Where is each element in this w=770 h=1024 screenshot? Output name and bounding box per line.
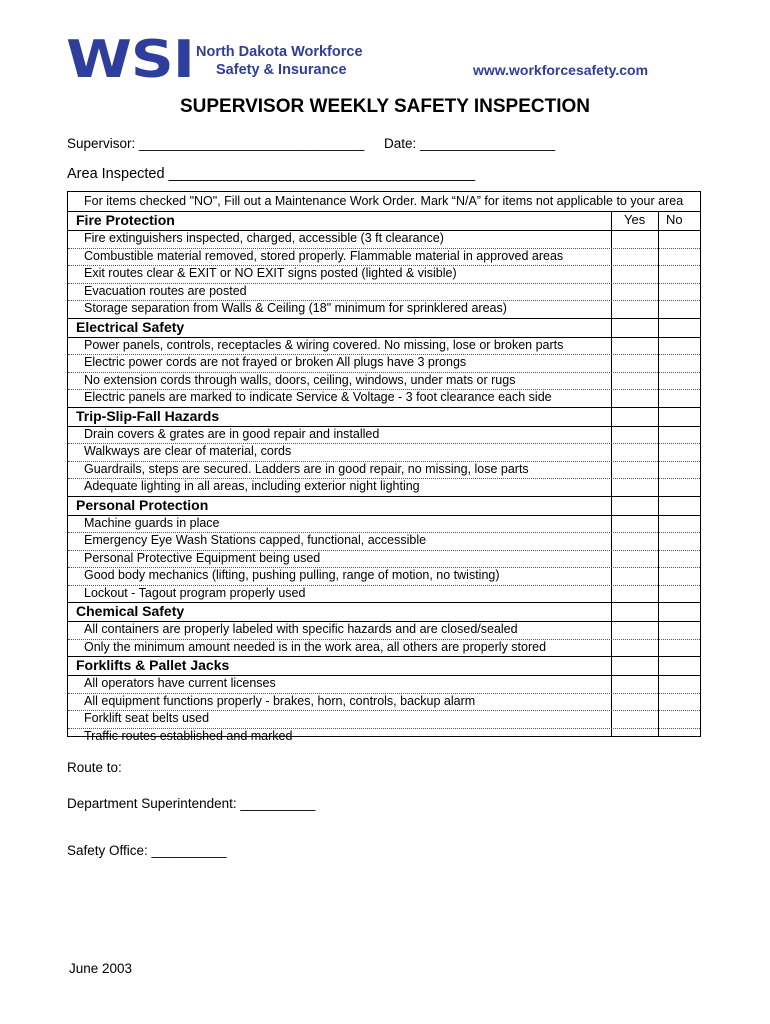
yes-checkbox-cell[interactable]: [612, 354, 658, 372]
no-checkbox-cell[interactable]: [659, 693, 701, 711]
checklist-item: Only the minimum amount needed is in the work area, all others are properly stored: [84, 639, 547, 654]
checklist-item: Guardrails, steps are secured. Ladders are in good repair, no missing, lose parts: [84, 461, 529, 476]
yes-checkbox-cell[interactable]: [612, 550, 658, 568]
yes-checkbox-cell[interactable]: [612, 621, 658, 639]
no-checkbox-cell[interactable]: [659, 515, 701, 533]
yes-checkbox-cell[interactable]: [612, 585, 658, 603]
section-title: Trip-Slip-Fall Hazards: [76, 407, 220, 424]
no-checkbox-cell[interactable]: [659, 532, 701, 550]
yes-checkbox-cell[interactable]: [612, 337, 658, 355]
checklist-item: Adequate lighting in all areas, including exterior night lighting: [84, 479, 420, 493]
checklist-item: All operators have current licenses: [84, 676, 276, 690]
yes-checkbox-cell[interactable]: [612, 567, 658, 585]
yes-checkbox-cell[interactable]: [612, 389, 658, 407]
no-checkbox-cell[interactable]: [659, 461, 701, 479]
checklist-item: No extension cords through walls, doors, ceiling, windows, under mats or rugs: [84, 372, 516, 387]
date-field[interactable]: Date: __________________: [384, 136, 556, 151]
yes-checkbox-cell[interactable]: [612, 693, 658, 711]
yes-checkbox-cell[interactable]: [612, 230, 658, 248]
no-checkbox-cell[interactable]: [659, 300, 701, 318]
yes-checkbox-cell[interactable]: [612, 265, 658, 283]
no-checkbox-cell[interactable]: [659, 372, 701, 390]
no-checkbox-cell[interactable]: [659, 354, 701, 372]
checklist-item: Machine guards in place: [84, 515, 220, 530]
yes-checkbox-cell[interactable]: [612, 372, 658, 390]
yes-checkbox-cell[interactable]: [612, 443, 658, 461]
yes-checkbox-cell[interactable]: [612, 675, 658, 693]
area-inspected-field[interactable]: Area Inspected ______________________________________: [67, 166, 476, 182]
yes-checkbox-cell[interactable]: [612, 461, 658, 479]
no-checkbox-cell[interactable]: [659, 265, 701, 283]
no-checkbox-cell[interactable]: [659, 248, 701, 266]
safety-office-field[interactable]: Safety Office: __________: [67, 843, 227, 858]
no-checkbox-cell[interactable]: [659, 337, 701, 355]
yes-checkbox-cell[interactable]: [612, 639, 658, 657]
yes-checkbox-cell[interactable]: [612, 710, 658, 728]
no-checkbox-cell[interactable]: [659, 478, 701, 496]
wsi-logo: WSI: [66, 30, 194, 90]
checklist-item: Electric panels are marked to indicate Service & Voltage - 3 foot clearance each side: [84, 390, 552, 404]
checklist-item: Personal Protective Equipment being used: [84, 550, 321, 565]
org-name-line1: North Dakota Workforce: [196, 44, 363, 60]
section-title: Chemical Safety: [76, 603, 185, 619]
checklist-item: Evacuation routes are posted: [84, 283, 247, 298]
route-to-label: Route to:: [67, 760, 122, 775]
section-title: Electrical Safety: [76, 318, 185, 335]
yes-checkbox-cell[interactable]: [612, 283, 658, 301]
department-superintendent-field[interactable]: Department Superintendent: __________: [67, 796, 316, 811]
table-instruction: For items checked "NO", Fill out a Maintenance Work Order. Mark “N/A” for items not applicable to your area: [84, 194, 684, 208]
checklist-item: Emergency Eye Wash Stations capped, functional, accessible: [84, 533, 427, 547]
checklist-item: Walkways are clear of material, cords: [84, 444, 292, 458]
org-name-line2: Safety & Insurance: [216, 62, 347, 78]
checklist-item: Combustible material removed, stored properly. Flammable material in approved areas: [84, 248, 564, 263]
inspection-table: [67, 191, 701, 743]
yes-checkbox-cell[interactable]: [612, 532, 658, 550]
no-checkbox-cell[interactable]: [659, 426, 701, 444]
no-column-header: No: [666, 212, 683, 227]
yes-column-header: Yes: [624, 212, 646, 227]
yes-checkbox-cell[interactable]: [612, 426, 658, 444]
checklist-item: Lockout - Tagout program properly used: [84, 585, 306, 600]
checklist-item: Good body mechanics (lifting, pushing pulling, range of motion, no twisting): [84, 568, 500, 582]
no-checkbox-cell[interactable]: [659, 283, 701, 301]
no-checkbox-cell[interactable]: [659, 621, 701, 639]
yes-checkbox-cell[interactable]: [612, 248, 658, 266]
section-title: Personal Protection: [76, 496, 209, 513]
website-link[interactable]: www.workforcesafety.com: [473, 62, 649, 78]
checklist-item: Traffic routes established and marked: [84, 728, 293, 743]
checklist-item: Exit routes clear & EXIT or NO EXIT signs posted (lighted & visible): [84, 266, 457, 280]
no-checkbox-cell[interactable]: [659, 443, 701, 461]
checklist-item: All equipment functions properly - brakes, horn, controls, backup alarm: [84, 693, 476, 708]
no-checkbox-cell[interactable]: [659, 710, 701, 728]
no-checkbox-cell[interactable]: [659, 550, 701, 568]
yes-checkbox-cell[interactable]: [612, 728, 658, 746]
yes-checkbox-cell[interactable]: [612, 478, 658, 496]
revision-date: June 2003: [69, 961, 133, 976]
checklist-item: Forklift seat belts used: [84, 711, 210, 725]
checklist-item: Fire extinguishers inspected, charged, accessible (3 ft clearance): [84, 231, 444, 245]
supervisor-field[interactable]: Supervisor: ______________________________: [67, 136, 365, 151]
no-checkbox-cell[interactable]: [659, 230, 701, 248]
checklist-item: Storage separation from Walls & Ceiling (18" minimum for sprinklered areas): [84, 301, 507, 315]
no-checkbox-cell[interactable]: [659, 728, 701, 746]
page-title: SUPERVISOR WEEKLY SAFETY INSPECTION: [179, 96, 590, 117]
no-checkbox-cell[interactable]: [659, 639, 701, 657]
yes-checkbox-cell[interactable]: [612, 515, 658, 533]
section-title: Fire Protection: [76, 212, 175, 228]
checklist-item: All containers are properly labeled with specific hazards and are closed/sealed: [84, 622, 518, 636]
no-checkbox-cell[interactable]: [659, 675, 701, 693]
yes-checkbox-cell[interactable]: [612, 300, 658, 318]
checklist-item: Drain covers & grates are in good repair and installed: [84, 426, 380, 441]
checklist-item: Power panels, controls, receptacles & wiring covered. No missing, lose or broken parts: [84, 337, 564, 352]
no-checkbox-cell[interactable]: [659, 389, 701, 407]
no-checkbox-cell[interactable]: [659, 567, 701, 585]
no-checkbox-cell[interactable]: [659, 585, 701, 603]
checklist-item: Electric power cords are not frayed or broken All plugs have 3 prongs: [84, 355, 467, 369]
section-title: Forklifts & Pallet Jacks: [76, 657, 230, 673]
